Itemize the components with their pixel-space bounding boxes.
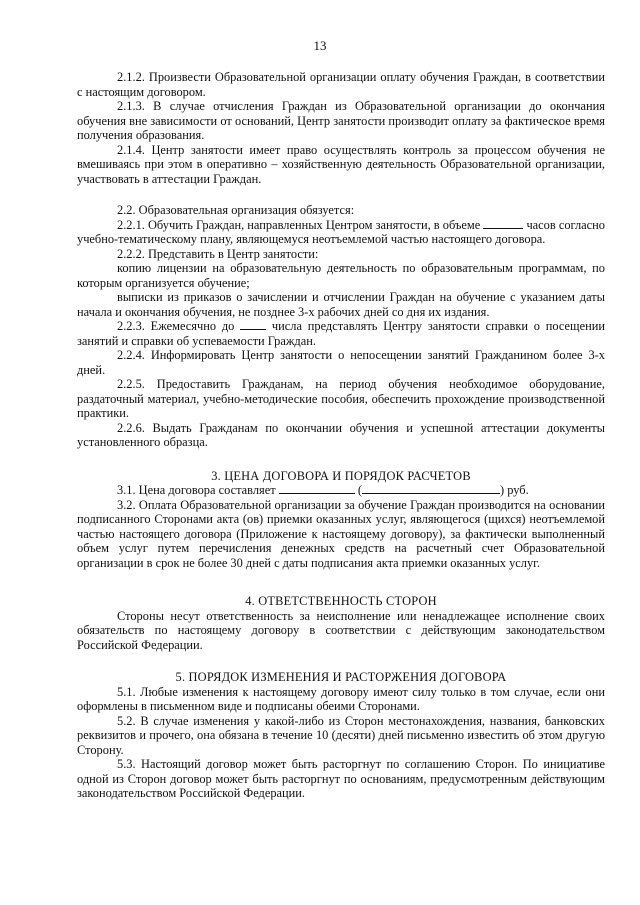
clause-2-2-3-end: числа представлять Центру занятости справки о посещении занятий и справки об успеваемости Граждан. <box>77 319 605 348</box>
hours-blank <box>483 218 523 229</box>
clause-2-2-6: 2.2.6. Выдать Гражданам по окончании обучения и успешной аттестации документы установленного образца. <box>77 420 605 449</box>
clause-2-2-1-start: 2.2.1. Обучить Граждан, направленных Центром занятости, в объеме <box>117 217 481 232</box>
clause-2-2: 2.2. Образовательная организация обязуется: <box>117 203 355 217</box>
document-body <box>77 70 605 801</box>
price-words-close: ) руб. <box>500 483 529 497</box>
clause-4: Стороны несут ответственность за неисполнение или ненадлежащее исполнение своих обязательств по настоящему договору в соответствии с действующим законодательством Российской Федерации. <box>77 608 605 652</box>
clause-2-2-2: 2.2.2. Представить в Центр занятости: <box>117 246 319 261</box>
price-words-blank <box>362 483 500 494</box>
clause-2-2-1 <box>77 218 605 247</box>
clause-2-2-1-end: часов согласно учебно-тематическому плану, являющемуся неотъемлемой частью настоящего договора. <box>77 217 605 246</box>
clause-2-2-3 <box>77 319 605 348</box>
order-extracts-item: выписки из приказов о зачислении и отчислении Граждан на обучение с указанием даты начала и окончания обучения, не позднее 3-х рабочих дней со дня их издания. <box>77 290 605 319</box>
license-copy-item: копию лицензии на образовательную деятельность по образовательным программам, по которым организуется обучение; <box>77 261 605 290</box>
clause-5-3: 5.3. Настоящий договор может быть расторгнут по соглашению Сторон. По инициативе одной из Сторон договор может быть расторгнут по основаниям, предусмотренным действующим законодательством Российской Федерации. <box>77 757 605 800</box>
clause-5-1: 5.1. Любые изменения к настоящему договору имеют силу только в том случае, если они оформлены в письменном виде и подписаны обеими Сторонами. <box>77 684 605 713</box>
clause-3-1 <box>77 483 605 498</box>
clause-2-1-2: 2.1.2. Произвести Образовательной организации оплату обучения Граждан, в соответствии с настоящим договором. <box>77 70 605 99</box>
price-blank <box>279 483 355 494</box>
section-4-heading: 4. ОТВЕТСТВЕННОСТЬ СТОРОН <box>245 594 437 608</box>
clause-3-2: 3.2. Оплата Образовательной организации за обучение Граждан производится на основании подписанного Сторонами акта (ов) приемки оказанных услуг, являющегося (щихся) неотъемлемой частью настоящего договора (Приложение к настоящему договору), за фактически выполненный объем услуг путем перечисления денежных средств на расчетный счет Образовательной организации в срок не более 30 дней с даты подписания акта приемки оказанных услуг. <box>77 497 605 570</box>
clause-2-2-3-start: 2.2.3. Ежемесячно до <box>117 319 235 333</box>
clause-2-2-4: 2.2.4. Информировать Центр занятости о непосещении занятий Гражданином более 3-х дней. <box>77 348 605 377</box>
clause-2-1-3: 2.1.3. В случае отчисления Граждан из Образовательной организации до окончания обучения вне зависимости от оснований, Центр занятости производит оплату за фактическое время получения образования. <box>77 99 605 142</box>
day-blank <box>240 319 266 330</box>
clause-2-2-5: 2.2.5. Предоставить Гражданам, на период обучения необходимое оборудование, раздаточный материал, учебно-методические пособия, обеспечить прохождение производственной практики. <box>77 377 605 420</box>
clause-5-2: 5.2. В случае изменения у какой-либо из Сторон местонахождения, названия, банковских реквизитов и прочего, она обязана в течение 10 (десяти) дней письменно известить об этом другую Сторону. <box>77 713 605 757</box>
clause-3-1-start: 3.1. Цена договора составляет <box>117 483 276 497</box>
section-3-heading: 3. ЦЕНА ДОГОВОРА И ПОРЯДОК РАСЧЕТОВ <box>211 468 471 483</box>
price-words-open: ( <box>357 483 362 497</box>
page-number: 13 <box>313 38 327 53</box>
section-5-heading: 5. ПОРЯДОК ИЗМЕНЕНИЯ И РАСТОРЖЕНИЯ ДОГОВОРА <box>175 670 507 684</box>
clause-2-1-4: 2.1.4. Центр занятости имеет право осуществлять контроль за процессом обучения не вмешиваясь при этом в оперативно – хозяйственную деятельность Образовательной организации, участвовать в аттестации Граждан. <box>77 142 605 186</box>
